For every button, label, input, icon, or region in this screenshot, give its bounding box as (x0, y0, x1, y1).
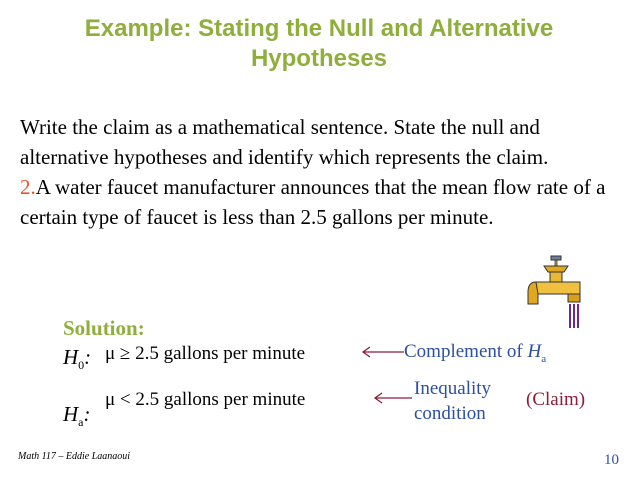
slide-title (0, 14, 638, 74)
ha-colon: : (83, 402, 91, 426)
title-line-2: Hypotheses (250, 45, 388, 72)
ha-letter: H (63, 402, 79, 426)
h0-letter: H (63, 345, 79, 369)
ha-label (63, 402, 91, 430)
footer-text: Math 117 – Eddie Laanaoui (18, 451, 131, 462)
h0-note-sub: a (541, 352, 547, 365)
instructions-text: Write the claim as a mathematical sentence. State the null and alternative hypotheses and identify which represents the claim. (20, 115, 549, 169)
h0-label (63, 345, 91, 373)
h0-arrow-icon (360, 345, 404, 359)
ha-statement: μ < 2.5 gallons per minute (105, 389, 306, 410)
h0-statement: μ ≥ 2.5 gallons per minute (105, 343, 306, 364)
ha-subscript: a (78, 415, 84, 430)
problem-text: A water faucet manufacturer announces that the mean flow rate of a certain type of faucet is less than 2.5 gallons per minute. (20, 175, 606, 229)
claim-label: (Claim) (526, 389, 586, 410)
h0-subscript: 0 (78, 358, 85, 373)
h0-note-text: Complement of (404, 341, 528, 362)
page-number: 10 (604, 452, 619, 468)
problem-body (20, 112, 610, 232)
h0-colon: : (84, 345, 92, 369)
problem-number: 2. (20, 175, 36, 199)
h0-note (404, 341, 546, 365)
ha-arrow-icon (372, 391, 412, 405)
solution-label: Solution: (63, 316, 145, 340)
faucet-icon (526, 252, 584, 330)
ha-note-line-1: Inequality (414, 378, 492, 399)
h0-note-var: H (527, 341, 542, 362)
ha-note-line-2: condition (414, 403, 486, 424)
ha-note (414, 376, 491, 426)
title-line-1: Example: Stating the Null and Alternative (84, 15, 554, 42)
problem-statement (20, 172, 610, 232)
